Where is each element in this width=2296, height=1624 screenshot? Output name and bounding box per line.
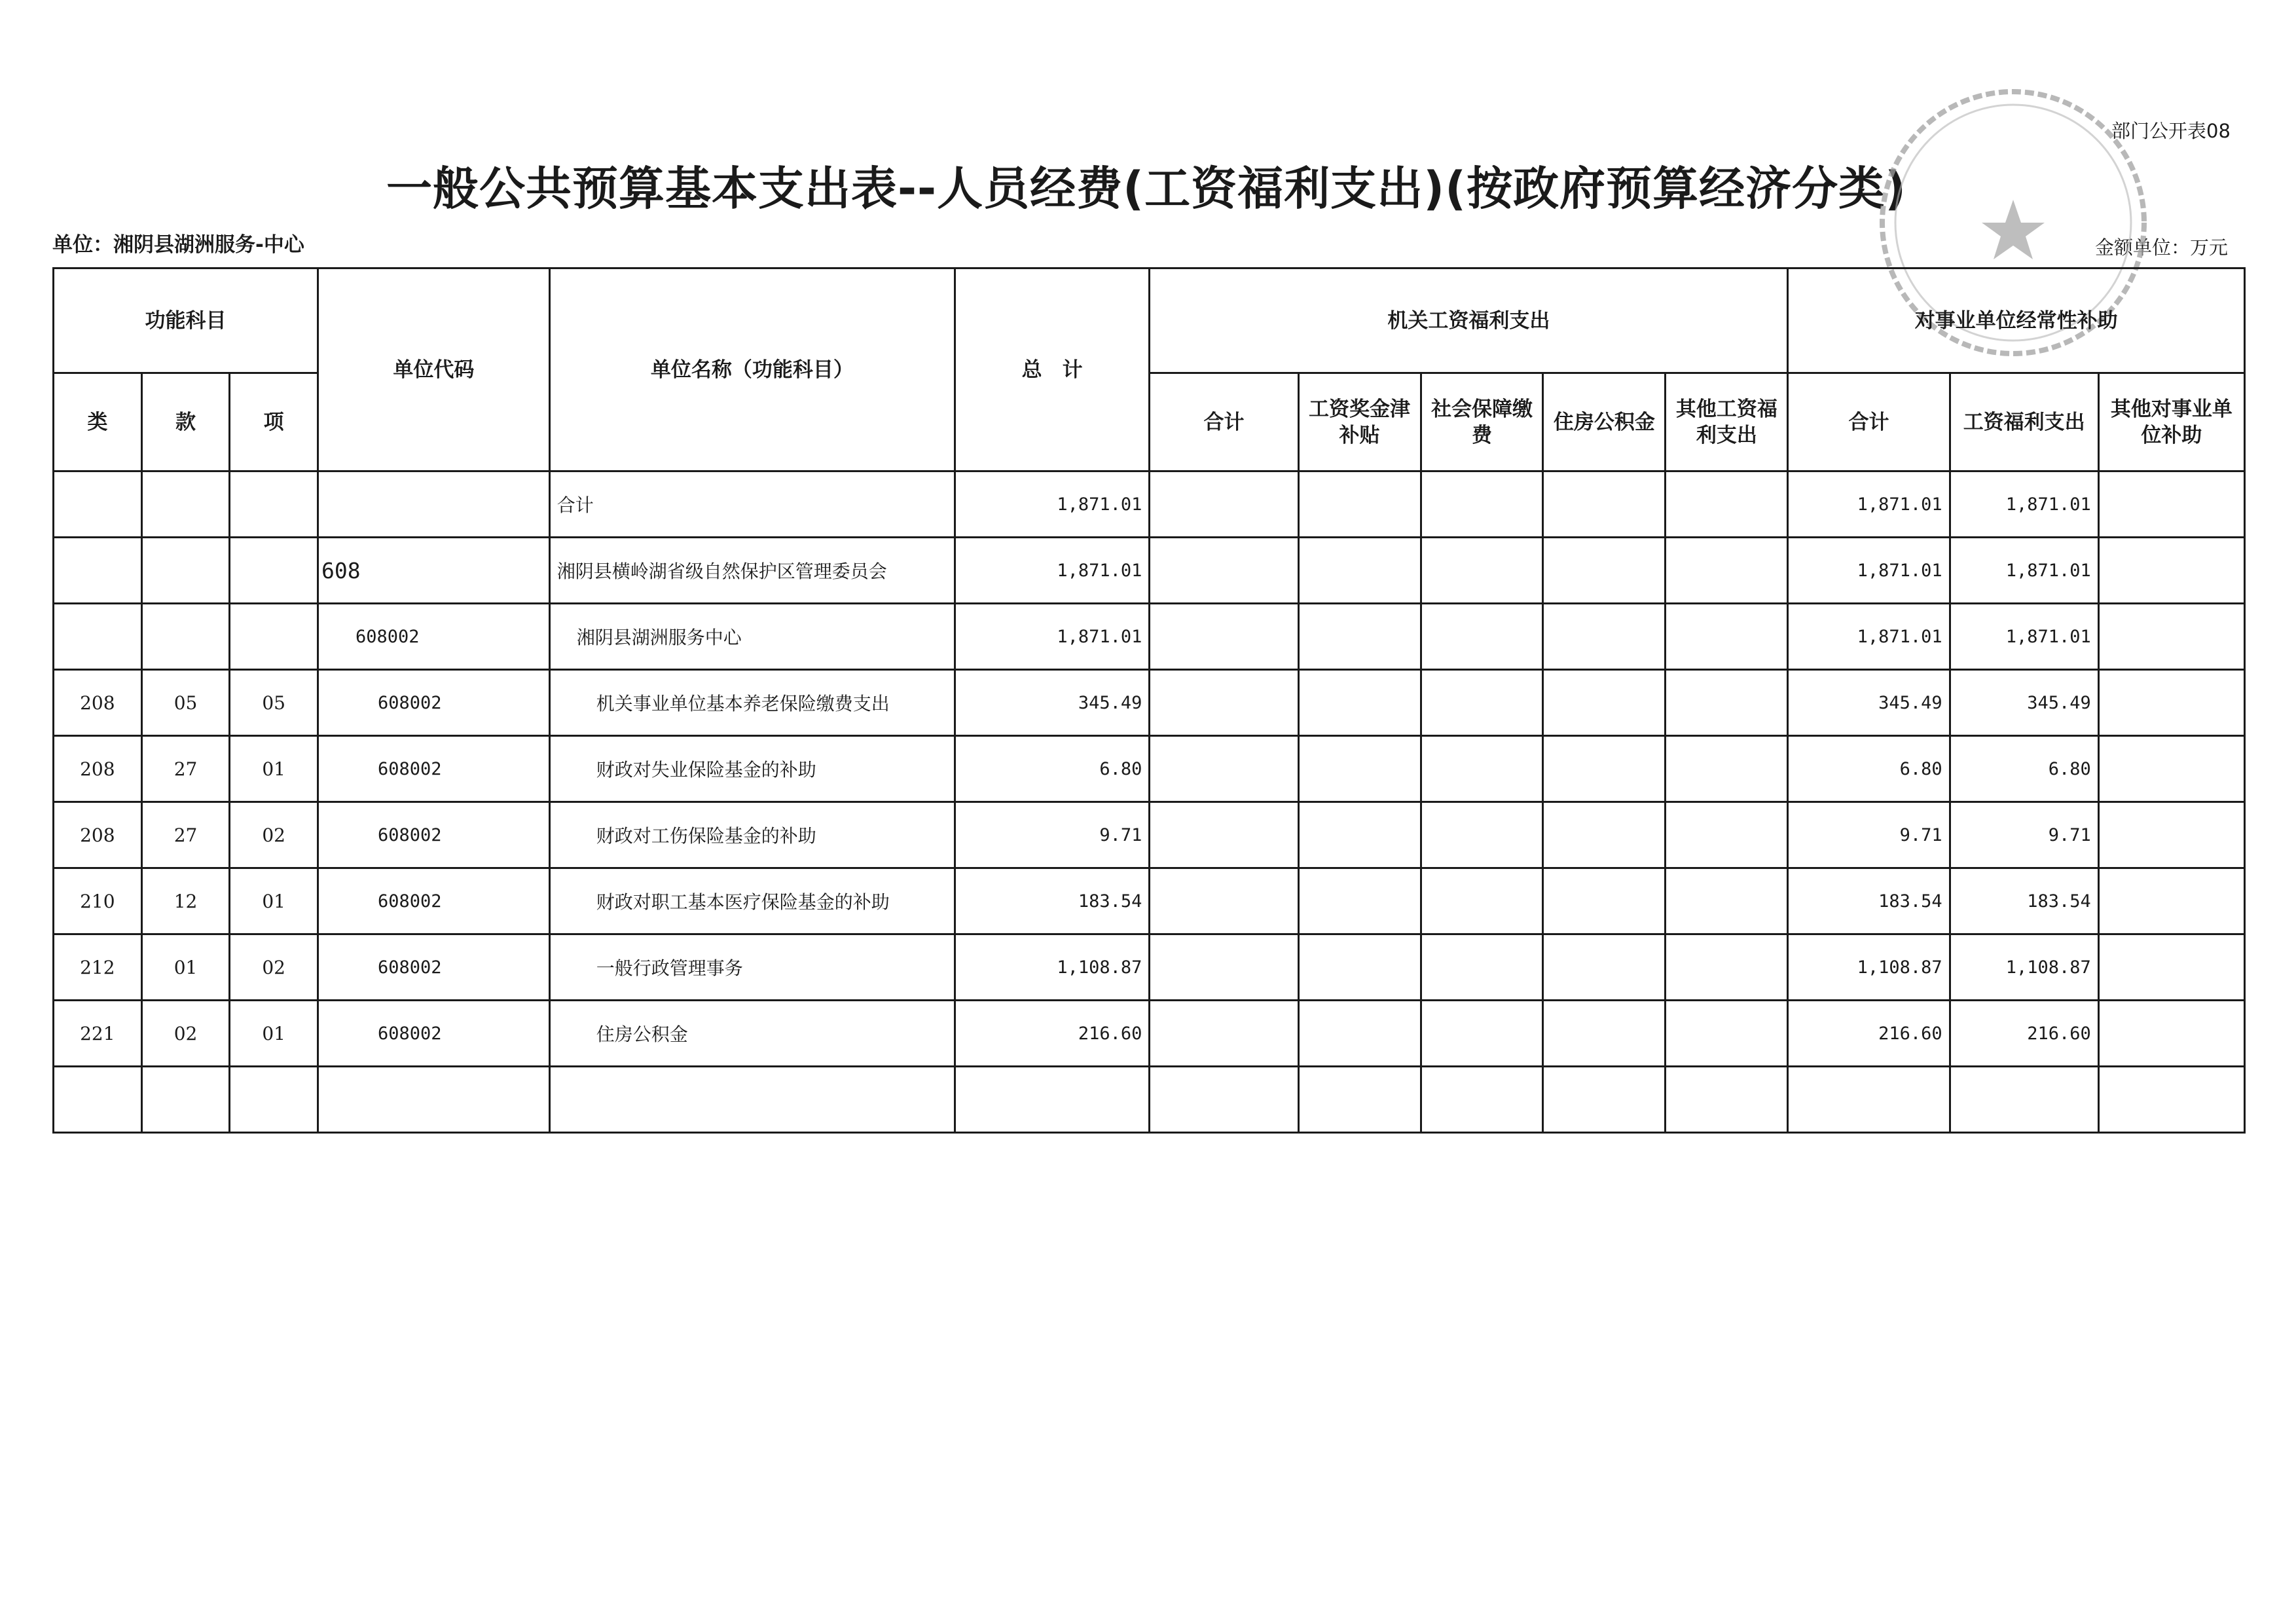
cell-total: 345.49	[955, 670, 1150, 736]
header-govt-other: 其他工资福利支出	[1666, 373, 1788, 471]
cell-xiang	[230, 471, 318, 538]
cell-govt-wage	[1298, 1001, 1421, 1067]
cell-lei: 212	[54, 934, 142, 1001]
cell-inst-other	[2098, 604, 2244, 670]
cell-govt-total	[1150, 604, 1298, 670]
table-row	[54, 802, 2245, 868]
cell-govt-other	[1666, 934, 1788, 1001]
cell-inst-wage: 216.60	[1950, 1001, 2098, 1067]
table-row	[54, 868, 2245, 934]
table-row	[54, 934, 2245, 1001]
cell-code: 608002	[318, 868, 550, 934]
cell-govt-housing	[1543, 1067, 1666, 1133]
header-govt-wage: 工资奖金津补贴	[1298, 373, 1421, 471]
table-row	[54, 1001, 2245, 1067]
cell-govt-social	[1421, 1001, 1543, 1067]
cell-govt-wage	[1298, 868, 1421, 934]
cell-govt-social	[1421, 802, 1543, 868]
cell-inst-other	[2098, 802, 2244, 868]
cell-total: 1,871.01	[955, 471, 1150, 538]
cell-govt-total	[1150, 802, 1298, 868]
cell-inst-total: 1,108.87	[1788, 934, 1950, 1001]
header-govt-total: 合计	[1150, 373, 1298, 471]
cell-kuan: 02	[141, 1001, 230, 1067]
header-total: 总 计	[955, 268, 1150, 471]
cell-govt-housing	[1543, 471, 1666, 538]
cell-inst-wage: 1,108.87	[1950, 934, 2098, 1001]
table-row	[54, 1067, 2245, 1133]
header-unit-code: 单位代码	[318, 268, 550, 471]
table-row	[54, 538, 2245, 604]
cell-govt-housing	[1543, 538, 1666, 604]
cell-lei	[54, 1067, 142, 1133]
cell-govt-wage	[1298, 802, 1421, 868]
cell-code: 608002	[318, 604, 550, 670]
cell-lei	[54, 604, 142, 670]
cell-govt-housing	[1543, 736, 1666, 802]
cell-govt-wage	[1298, 736, 1421, 802]
cell-govt-social	[1421, 538, 1543, 604]
cell-govt-housing	[1543, 604, 1666, 670]
cell-lei	[54, 471, 142, 538]
cell-kuan: 01	[141, 934, 230, 1001]
cell-inst-total: 1,871.01	[1788, 471, 1950, 538]
unit-label: 单位：湘阴县湖洲服务-中心	[52, 233, 304, 257]
cell-xiang: 01	[230, 1001, 318, 1067]
cell-total: 1,871.01	[955, 538, 1150, 604]
cell-code: 608002	[318, 670, 550, 736]
cell-lei: 221	[54, 1001, 142, 1067]
cell-total: 1,871.01	[955, 604, 1150, 670]
cell-total: 6.80	[955, 736, 1150, 802]
cell-govt-wage	[1298, 604, 1421, 670]
cell-lei: 208	[54, 670, 142, 736]
cell-govt-social	[1421, 736, 1543, 802]
cell-inst-wage: 9.71	[1950, 802, 2098, 868]
cell-inst-other	[2098, 670, 2244, 736]
cell-govt-total	[1150, 471, 1298, 538]
cell-total: 183.54	[955, 868, 1150, 934]
header-inst-group: 对事业单位经常性补助	[1788, 268, 2245, 373]
cell-xiang	[230, 538, 318, 604]
cell-govt-housing	[1543, 1001, 1666, 1067]
header-xiang: 项	[230, 373, 318, 471]
header-govt-group: 机关工资福利支出	[1150, 268, 1788, 373]
cell-code: 608002	[318, 934, 550, 1001]
cell-govt-other	[1666, 538, 1788, 604]
header-func-subject: 功能科目	[54, 268, 318, 373]
cell-kuan	[141, 604, 230, 670]
currency-label: 金额单位：万元	[2095, 236, 2229, 259]
cell-inst-total: 1,871.01	[1788, 538, 1950, 604]
cell-lei: 210	[54, 868, 142, 934]
cell-inst-other	[2098, 1067, 2244, 1133]
cell-xiang: 01	[230, 736, 318, 802]
cell-inst-other	[2098, 1001, 2244, 1067]
cell-total: 1,108.87	[955, 934, 1150, 1001]
cell-inst-other	[2098, 868, 2244, 934]
cell-name: 合计	[549, 471, 955, 538]
cell-govt-housing	[1543, 802, 1666, 868]
cell-name: 机关事业单位基本养老保险缴费支出	[549, 670, 955, 736]
table-row	[54, 670, 2245, 736]
table-row	[54, 604, 2245, 670]
cell-code: 608002	[318, 802, 550, 868]
cell-xiang: 02	[230, 802, 318, 868]
cell-inst-total	[1788, 1067, 1950, 1133]
header-govt-housing: 住房公积金	[1543, 373, 1666, 471]
cell-govt-other	[1666, 802, 1788, 868]
cell-total	[955, 1067, 1150, 1133]
cell-kuan: 27	[141, 736, 230, 802]
cell-lei	[54, 538, 142, 604]
cell-inst-total: 1,871.01	[1788, 604, 1950, 670]
cell-kuan	[141, 538, 230, 604]
cell-govt-social	[1421, 868, 1543, 934]
header-inst-other: 其他对事业单位补助	[2098, 373, 2244, 471]
cell-name: 住房公积金	[549, 1001, 955, 1067]
cell-xiang	[230, 1067, 318, 1133]
cell-inst-wage: 1,871.01	[1950, 604, 2098, 670]
cell-govt-wage	[1298, 471, 1421, 538]
header-kuan: 款	[141, 373, 230, 471]
cell-govt-other	[1666, 604, 1788, 670]
cell-govt-other	[1666, 1001, 1788, 1067]
cell-lei: 208	[54, 802, 142, 868]
cell-inst-wage: 183.54	[1950, 868, 2098, 934]
header-unit-name: 单位名称（功能科目）	[549, 268, 955, 471]
cell-name: 财政对工伤保险基金的补助	[549, 802, 955, 868]
cell-total: 216.60	[955, 1001, 1150, 1067]
cell-govt-wage	[1298, 934, 1421, 1001]
cell-inst-total: 6.80	[1788, 736, 1950, 802]
cell-total: 9.71	[955, 802, 1150, 868]
cell-name: 湘阴县湖洲服务中心	[549, 604, 955, 670]
cell-govt-total	[1150, 736, 1298, 802]
cell-govt-housing	[1543, 868, 1666, 934]
cell-kuan: 12	[141, 868, 230, 934]
page-title: 一般公共预算基本支出表--人员经费(工资福利支出)(按政府预算经济分类)	[386, 162, 1907, 215]
table-row	[54, 736, 2245, 802]
cell-inst-wage: 6.80	[1950, 736, 2098, 802]
cell-name: 湘阴县横岭湖省级自然保护区管理委员会	[549, 538, 955, 604]
cell-govt-housing	[1543, 934, 1666, 1001]
cell-govt-other	[1666, 1067, 1788, 1133]
cell-kuan	[141, 1067, 230, 1133]
cell-govt-wage	[1298, 670, 1421, 736]
cell-code	[318, 471, 550, 538]
cell-xiang: 01	[230, 868, 318, 934]
cell-inst-wage: 1,871.01	[1950, 538, 2098, 604]
cell-inst-total: 183.54	[1788, 868, 1950, 934]
cell-govt-social	[1421, 934, 1543, 1001]
form-number: 部门公开表08	[2111, 120, 2231, 142]
cell-inst-total: 216.60	[1788, 1001, 1950, 1067]
cell-inst-other	[2098, 934, 2244, 1001]
cell-xiang: 05	[230, 670, 318, 736]
cell-govt-wage	[1298, 538, 1421, 604]
cell-inst-other	[2098, 471, 2244, 538]
cell-govt-total	[1150, 1001, 1298, 1067]
cell-govt-wage	[1298, 1067, 1421, 1133]
cell-inst-other	[2098, 538, 2244, 604]
cell-code	[318, 1067, 550, 1133]
cell-govt-total	[1150, 934, 1298, 1001]
cell-govt-total	[1150, 538, 1298, 604]
cell-name: 财政对失业保险基金的补助	[549, 736, 955, 802]
cell-kuan	[141, 471, 230, 538]
cell-kuan: 05	[141, 670, 230, 736]
cell-code: 608002	[318, 1001, 550, 1067]
cell-govt-other	[1666, 670, 1788, 736]
header-inst-wage: 工资福利支出	[1950, 373, 2098, 471]
cell-inst-total: 345.49	[1788, 670, 1950, 736]
table-row	[54, 471, 2245, 538]
cell-govt-other	[1666, 471, 1788, 538]
header-inst-total: 合计	[1788, 373, 1950, 471]
cell-code: 608002	[318, 736, 550, 802]
cell-xiang: 02	[230, 934, 318, 1001]
cell-xiang	[230, 604, 318, 670]
cell-govt-social	[1421, 471, 1543, 538]
cell-inst-wage	[1950, 1067, 2098, 1133]
cell-govt-social	[1421, 1067, 1543, 1133]
cell-kuan: 27	[141, 802, 230, 868]
cell-inst-other	[2098, 736, 2244, 802]
cell-govt-other	[1666, 868, 1788, 934]
header-lei: 类	[54, 373, 142, 471]
cell-govt-total	[1150, 1067, 1298, 1133]
cell-govt-social	[1421, 604, 1543, 670]
cell-govt-social	[1421, 670, 1543, 736]
cell-govt-total	[1150, 670, 1298, 736]
cell-name: 财政对职工基本医疗保险基金的补助	[549, 868, 955, 934]
cell-govt-total	[1150, 868, 1298, 934]
cell-inst-total: 9.71	[1788, 802, 1950, 868]
cell-code: 608	[318, 538, 550, 604]
cell-govt-other	[1666, 736, 1788, 802]
cell-name: 一般行政管理事务	[549, 934, 955, 1001]
cell-inst-wage: 345.49	[1950, 670, 2098, 736]
header-row-1	[54, 268, 2245, 373]
cell-inst-wage: 1,871.01	[1950, 471, 2098, 538]
header-govt-social: 社会保障缴费	[1421, 373, 1543, 471]
cell-govt-housing	[1543, 670, 1666, 736]
cell-name	[549, 1067, 955, 1133]
cell-lei: 208	[54, 736, 142, 802]
expenditure-table	[52, 267, 2246, 1134]
